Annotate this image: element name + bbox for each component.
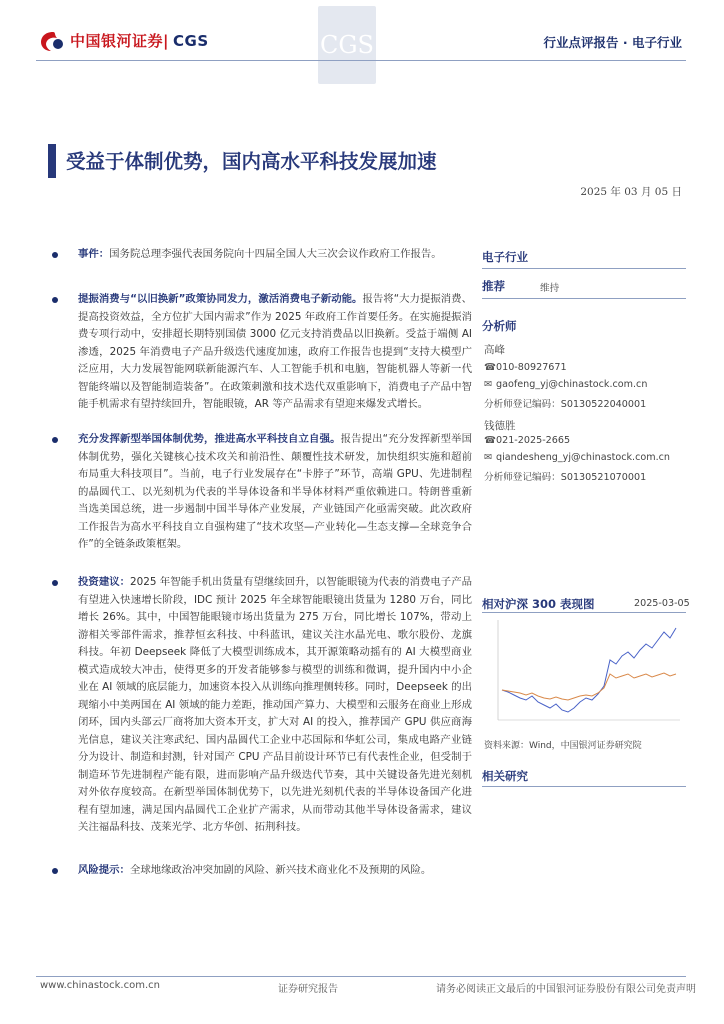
bullet-lead: 投资建议： bbox=[78, 576, 131, 588]
bullet-lead: 提振消费与“以旧换新”政策协同发力，激活消费电子新动能。 bbox=[78, 293, 363, 305]
chart-lines bbox=[502, 628, 676, 712]
footer-disclaimer: 请务必阅读正文最后的中国银河证券股份有限公司免责声明 bbox=[436, 984, 696, 995]
sidebar-divider bbox=[482, 298, 686, 299]
chart-title: 相对沪深 300 表现图 bbox=[482, 597, 595, 611]
bullet-text: 国务院总理李强代表国务院向十四届全国人大三次会议作政府工作报告。 bbox=[109, 248, 442, 260]
sidebar-divider bbox=[482, 786, 686, 787]
bullet-risk bbox=[52, 862, 472, 880]
watermark-logo: CGS bbox=[318, 6, 376, 84]
chart-series-line-0 bbox=[502, 628, 676, 712]
footer-website[interactable]: www.chinastock.com.cn bbox=[40, 980, 160, 991]
report-date: 2025 年 03 月 05 日 bbox=[580, 186, 682, 198]
bullet-text: 全球地缘政治冲突加剧的风险、新兴技术商业化不及预期的风险。 bbox=[129, 864, 432, 876]
bullet-dot-icon bbox=[52, 437, 58, 443]
rating-value: 维持 bbox=[540, 283, 560, 294]
rating-label: 推荐 bbox=[482, 279, 505, 293]
sidebar-industry-heading: 电子行业 bbox=[482, 250, 528, 264]
brand-name-cn: 中国银河证券 bbox=[70, 32, 164, 50]
bullet-event bbox=[52, 246, 472, 264]
analyst-email-address: qiandesheng_yj@chinastock.com.cn bbox=[496, 452, 670, 463]
analyst-phone-number: 010-80927671 bbox=[496, 362, 567, 373]
phone-icon: ☎ bbox=[484, 362, 496, 373]
bullet-text: 报告将“大力提振消费、提高投资效益，全方位扩大国内需求”作为 2025 年政府工作首要任务。在实施提振消费专项行动中，安排超长期特别国债 3000 亿元支持消费品以旧换新。受益于端侧 AI 渗透，2025 年消费电子产品升级迭代速度加速，政府工作报告也提到“支持大模型广泛应用，大力发展智能网联新能源汽车、人工智能手机和电脑，智能机器人等新一代智能终端以及智能制造装备”。在政策刺激和技术迭代双重影响下，消费电子产品中智能手机需求有望持续回升，智能眼镜，AR 等产品需求有望迎来爆发式增长。 bbox=[78, 293, 472, 410]
bullet-lead: 风险提示： bbox=[78, 864, 130, 876]
footer-center: 证券研究报告 bbox=[278, 984, 338, 995]
bullet-dot-icon bbox=[52, 580, 58, 586]
analyst-email bbox=[484, 452, 670, 463]
chart-series-line-1 bbox=[502, 673, 676, 700]
analyst-cert bbox=[484, 469, 646, 483]
chart-source: 资料来源：Wind，中国银河证券研究院 bbox=[484, 741, 642, 751]
footer-divider bbox=[36, 976, 686, 977]
brand-name-en: CGS bbox=[173, 32, 209, 50]
relative-performance-chart bbox=[482, 612, 686, 732]
brand-logo-icon bbox=[40, 30, 66, 52]
analyst-name: 钱德胜 bbox=[484, 420, 516, 432]
analyst-heading: 分析师 bbox=[482, 319, 517, 333]
bullet-lead: 充分发挥新型举国体制优势，推进高水平科技自立自强。 bbox=[78, 433, 341, 445]
header-divider bbox=[36, 60, 686, 61]
title-accent-bar bbox=[48, 144, 56, 178]
analyst-cert-label: 分析师登记编码： bbox=[484, 399, 561, 410]
analyst-name: 高峰 bbox=[484, 344, 505, 356]
bullet-consumption bbox=[52, 291, 472, 414]
bullet-dot-icon bbox=[52, 252, 58, 258]
bullet-technology bbox=[52, 431, 472, 554]
chart-date: 2025-03-05 bbox=[634, 598, 690, 609]
analyst-cert bbox=[484, 396, 646, 410]
email-icon: ✉ bbox=[484, 452, 493, 463]
report-type: 行业点评报告 · 电子行业 bbox=[543, 35, 682, 50]
brand-name bbox=[70, 30, 209, 51]
analyst-cert-code: S0130522040001 bbox=[560, 399, 647, 410]
sidebar-divider bbox=[482, 268, 686, 269]
analyst-phone bbox=[484, 362, 567, 373]
analyst-cert-code: S0130521070001 bbox=[560, 472, 647, 483]
analyst-phone bbox=[484, 435, 570, 446]
bullet-dot-icon bbox=[52, 297, 58, 303]
bullet-dot-icon bbox=[52, 868, 58, 874]
bullet-investment bbox=[52, 574, 472, 837]
chart-axes bbox=[498, 620, 680, 720]
phone-icon: ☎ bbox=[484, 435, 496, 446]
analyst-email bbox=[484, 379, 647, 390]
analyst-email-address: gaofeng_yj@chinastock.com.cn bbox=[496, 379, 648, 390]
analyst-cert-label: 分析师登记编码： bbox=[484, 472, 561, 483]
page-title: 受益于体制优势，国内高水平科技发展加速 bbox=[66, 150, 437, 173]
related-research-heading: 相关研究 bbox=[482, 769, 528, 783]
analyst-phone-number: 021-2025-2665 bbox=[496, 435, 571, 446]
brand-separator: | bbox=[163, 32, 169, 50]
bullet-lead: 事件： bbox=[78, 248, 110, 260]
bullet-text: 2025 年智能手机出货量有望继续回升，以智能眼镜为代表的消费电子产品有望进入快速增长阶段，IDC 预计 2025 年全球智能眼镜出货量为 1280 万台，同比增长 26%。其中，中国智能眼镜市场出货量为 275 万台，同比增长 107%，带动上游相关零部件需求，推荐恒玄科技、中科蓝讯，建议关注水晶光电、歌尔股份、龙旗科技。年初 Deepseek 降低了大模型训练成本，其开源策略动摇有的 AI 大模型商业模式造成较大冲击，使得更多的开发者能够参与模型的训练和微调，提升国内中小企业在 AI 领域的底层能力，加速资本投入从训练向推理侧转移。同时，Deepseek 的出现缩小中美两国在 AI 领域的能力差距，推动国产算力、大模型和云服务在商业上形成闭环，国内头部云厂商将加大资本开支，扩大对 AI 的投入，推荐国产 GPU 供应商海光信息，建议关注寒武纪、国内晶圆代工企业中芯国际和华虹公司，集成电路产业链分为设计、制造和封测，针对国产 CPU 产品目前设计环节已有代表性企业，但受制于制造环节先进制程产能有限，进而影响产品升级迭代节奏，其中关键设备先进光刻机对外依存度较高。在新型举国体制优势下，以先进光刻机代表的半导体设备国产化进程有望加速，满足国内晶圆代工企业扩产需求，从而带动其他半导体设备需求，建议关注福晶科技、茂莱光学、北方华创、拓荆科技。 bbox=[78, 576, 473, 833]
bullet-text: 报告提出“充分发挥新型举国体制优势，强化关键核心技术攻关和前沿性、颠覆性技术研发，加快组织实施和超前布局重大科技项目”。当前，电子行业发展存在“卡脖子”环节，高端 GPU、先进制程的晶圆代工、以光刻机为代表的半导体设备和半导体材料严重依赖进口。特朗普重新当选美国总统，进一步遏制中国半导体产业发展，产业链国产化亟需突破。此次政府工作报告为高水平科技自立自强构建了“技术攻坚—产业转化—生态支撑—全球竞争合作”的全链条政策框架。 bbox=[78, 433, 472, 550]
email-icon: ✉ bbox=[484, 379, 493, 390]
